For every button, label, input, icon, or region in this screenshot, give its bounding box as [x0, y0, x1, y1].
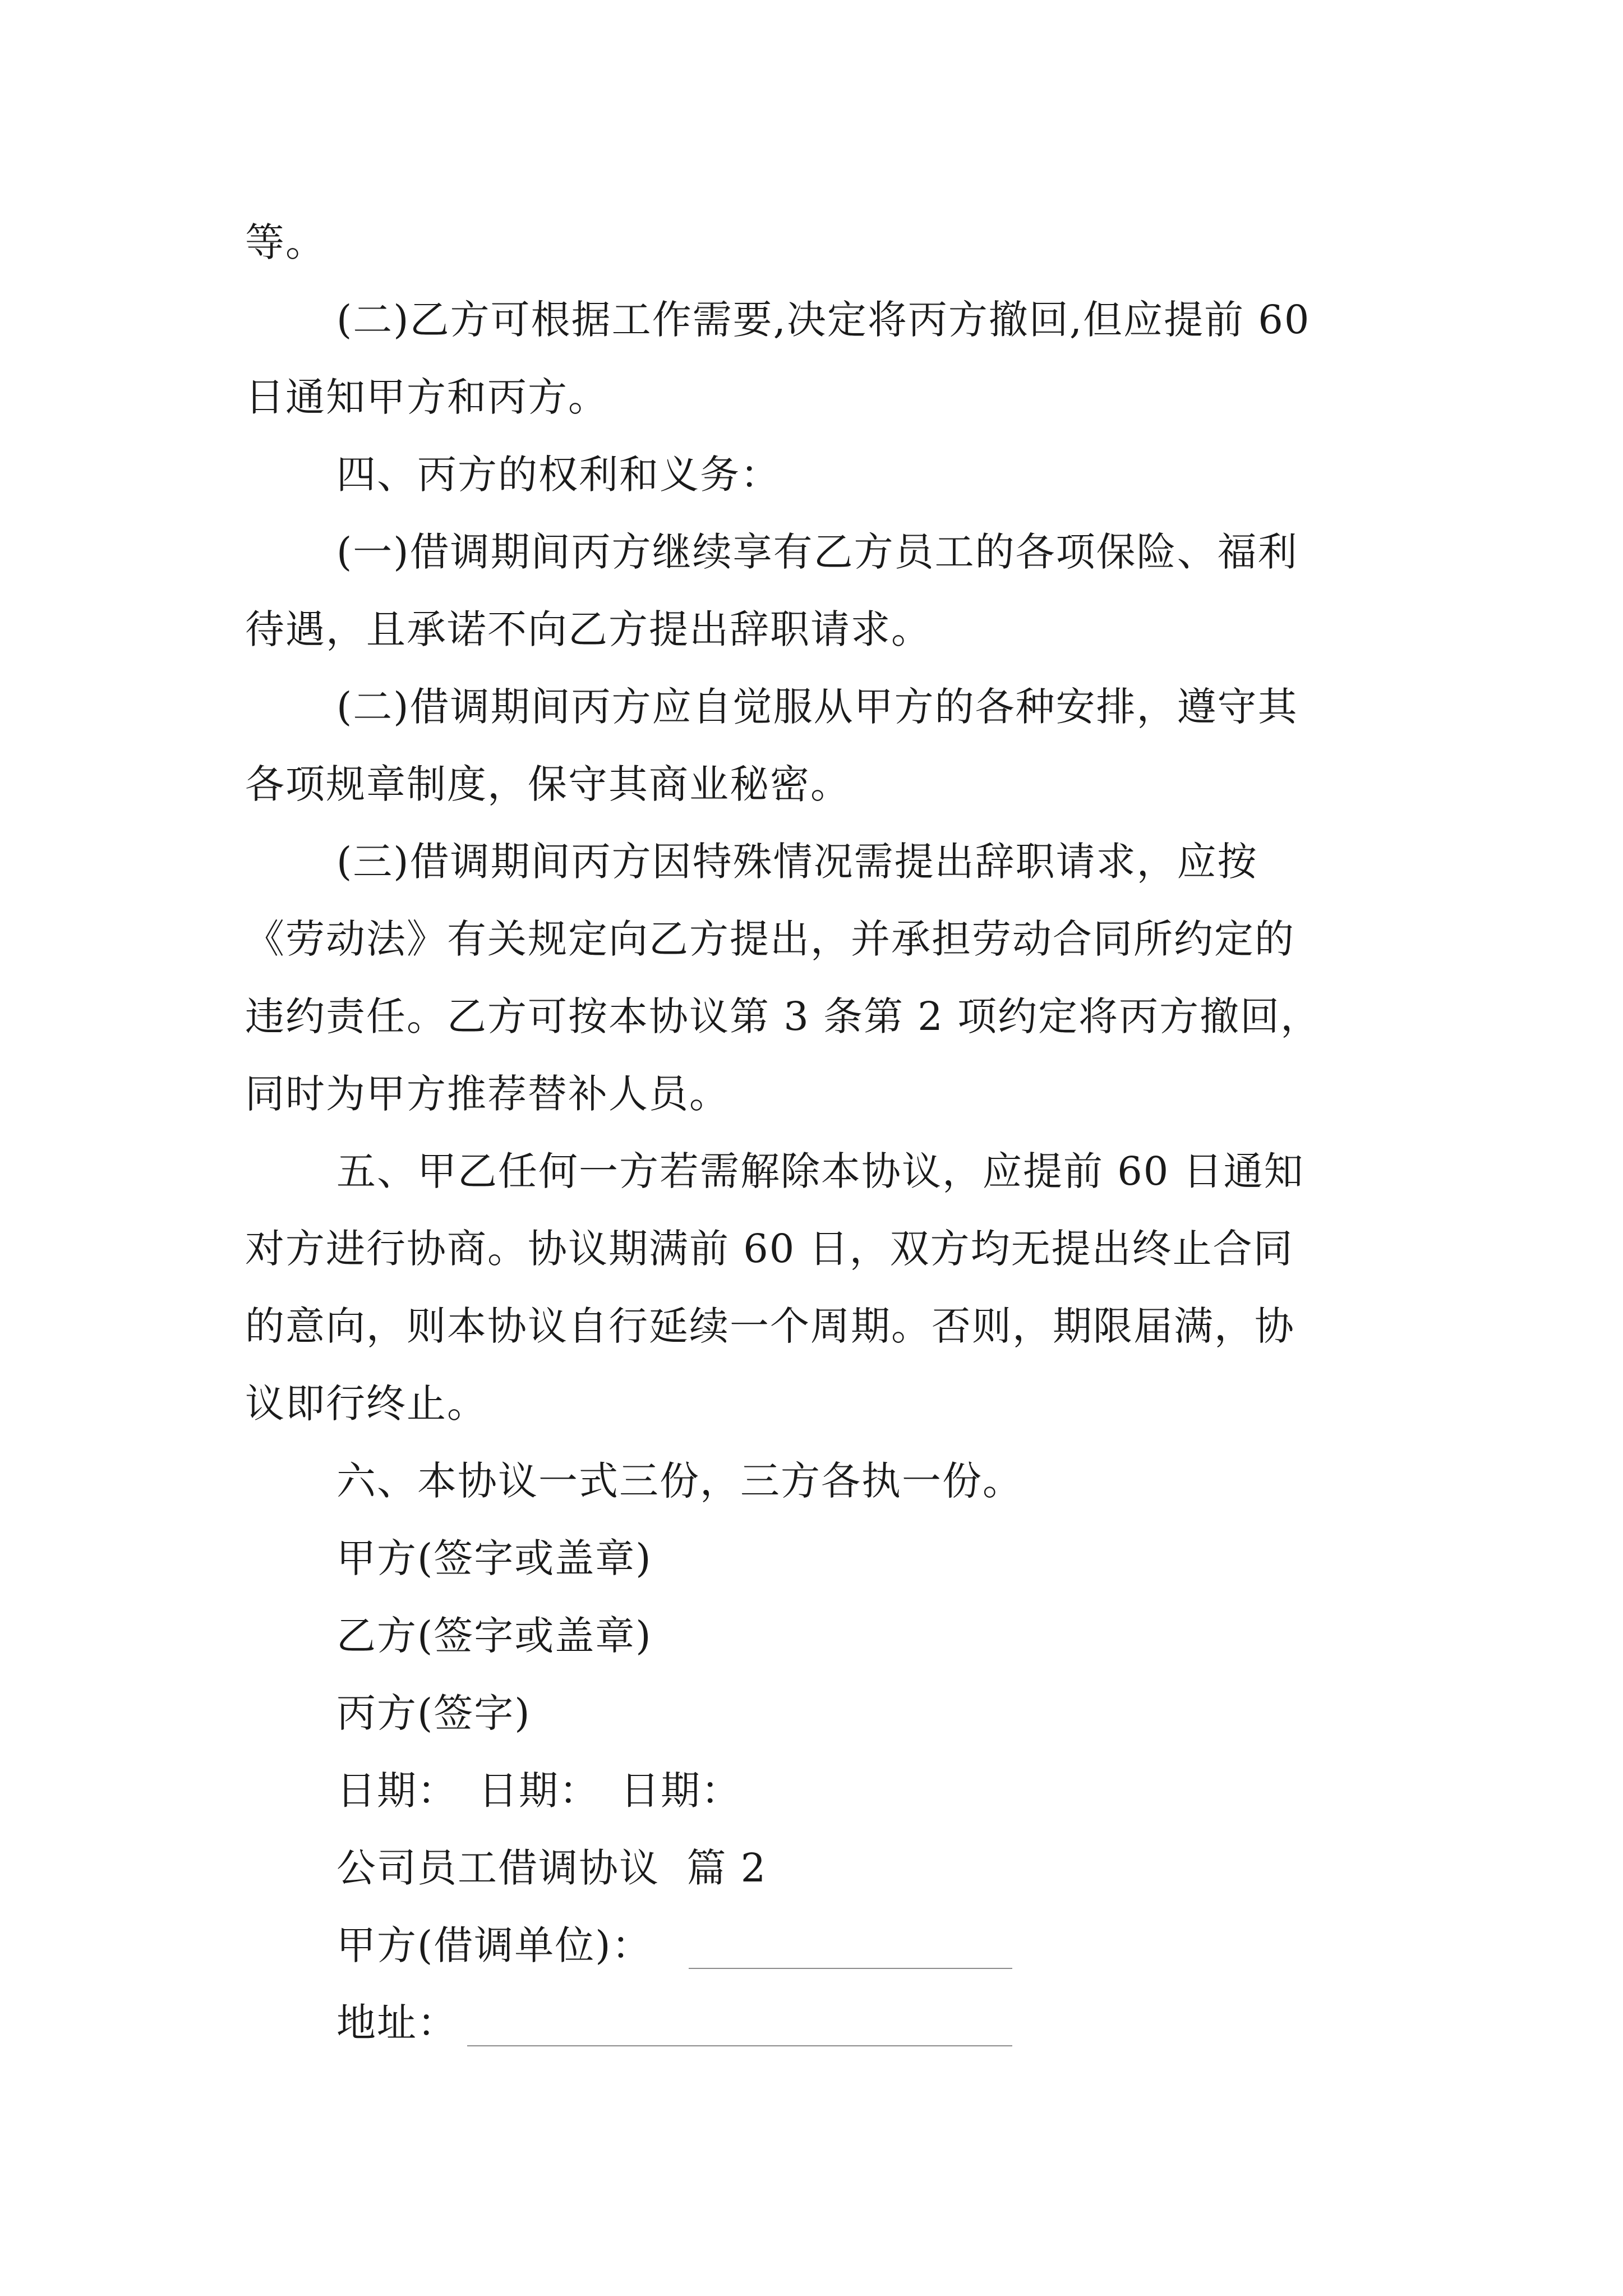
section-heading-4: 四、丙方的权利和义务： [336, 452, 781, 498]
section-title-2: 公司员工借调协议 篇 2 [336, 1845, 767, 1891]
paragraph-line-6: 待遇，且承诺不向乙方提出辞职请求。 [245, 606, 932, 652]
paragraph-line-11: 违约责任。乙方可按本协议第 3 条第 2 项约定将丙方撤回， [245, 993, 1321, 1039]
paragraph-line-12: 同时为甲方推荐替补人员。 [245, 1071, 730, 1117]
paragraph-line-15: 的意向，则本协议自行延续一个周期。否则，期限届满，协 [245, 1303, 1295, 1349]
paragraph-line-2: (二)乙方可根据工作需要,决定将丙方撤回,但应提前 60 [336, 297, 1311, 343]
signature-party-a: 甲方(签字或盖章) [336, 1535, 652, 1581]
signature-party-b: 乙方(签字或盖章) [336, 1613, 652, 1659]
signature-dates: 日期： 日期： 日期： [336, 1768, 741, 1814]
signature-party-c: 丙方(签字) [336, 1690, 531, 1736]
paragraph-line-3: 日通知甲方和丙方。 [245, 374, 608, 420]
borrowing-unit-label: 甲方(借调单位)： [336, 1922, 652, 1968]
paragraph-line-8: 各项规章制度，保守其商业秘密。 [245, 761, 851, 807]
paragraph-line-1: 等。 [245, 219, 326, 265]
address-blank [467, 2045, 1012, 2046]
address-label: 地址： [336, 2000, 458, 2046]
borrowing-unit-blank [689, 1968, 1012, 1969]
paragraph-line-10: 《劳动法》有关规定向乙方提出，并承担劳动合同所约定的 [245, 916, 1295, 962]
paragraph-line-17: 六、本协议一式三份，三方各执一份。 [336, 1458, 1023, 1504]
paragraph-line-13: 五、甲乙任何一方若需解除本协议，应提前 60 日通知 [336, 1148, 1304, 1194]
paragraph-line-14: 对方进行协商。协议期满前 60 日，双方均无提出终止合同 [245, 1226, 1294, 1272]
paragraph-line-7: (二)借调期间丙方应自觉服从甲方的各种安排，遵守其 [336, 684, 1298, 730]
paragraph-line-9: (三)借调期间丙方因特殊情况需提出辞职请求，应按 [336, 839, 1258, 885]
paragraph-line-16: 议即行终止。 [245, 1381, 487, 1427]
paragraph-line-5: (一)借调期间丙方继续享有乙方员工的各项保险、福利 [336, 529, 1298, 575]
